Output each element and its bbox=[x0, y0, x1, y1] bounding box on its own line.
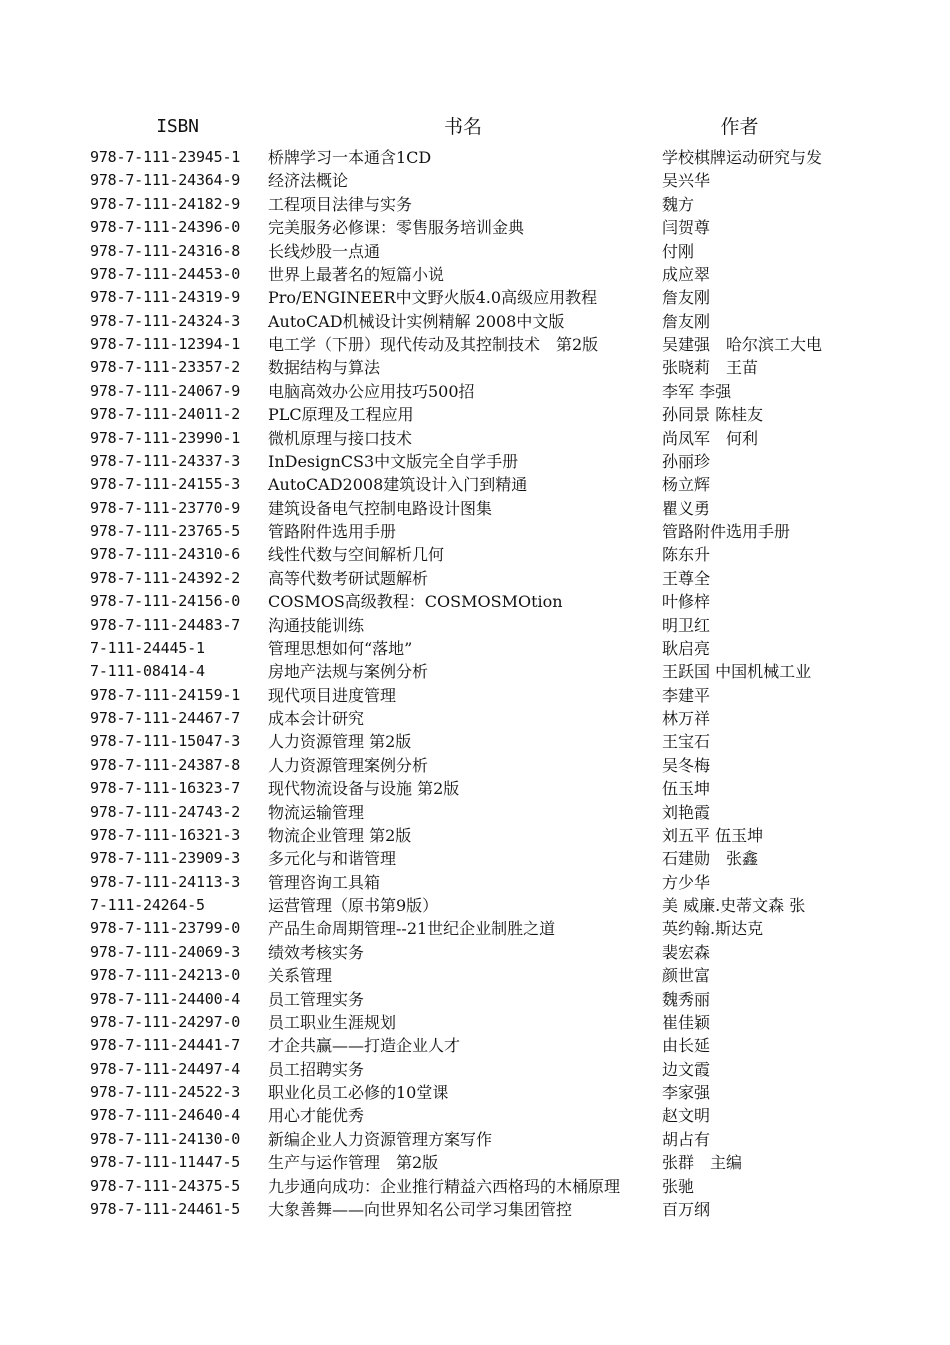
author-cell: 耿启亮 bbox=[662, 638, 711, 658]
table-row bbox=[0, 988, 950, 1011]
author-cell: 叶修梓 bbox=[662, 592, 711, 612]
title-cell: 完美服务必修课：零售服务培训金典 bbox=[268, 218, 525, 238]
table-row bbox=[0, 684, 950, 707]
title-cell: 员工招聘实务 bbox=[268, 1059, 365, 1079]
isbn-cell: 978-7-111-24396-0 bbox=[90, 218, 241, 237]
title-cell: 用心才能优秀 bbox=[268, 1106, 365, 1126]
isbn-cell: 978-7-111-24310-6 bbox=[90, 545, 241, 564]
title-cell: 关系管理 bbox=[268, 966, 333, 986]
isbn-cell: 978-7-111-24467-7 bbox=[90, 709, 241, 727]
table-row bbox=[0, 614, 950, 637]
isbn-cell: 978-7-111-24337-3 bbox=[90, 451, 241, 470]
table-row bbox=[0, 1175, 950, 1198]
isbn-cell: 978-7-111-24522-3 bbox=[90, 1083, 241, 1101]
table-row bbox=[0, 497, 950, 520]
author-cell: 李军 李强 bbox=[662, 381, 732, 401]
title-cell: 房地产法规与案例分析 bbox=[268, 662, 429, 682]
table-row bbox=[0, 1011, 950, 1034]
table-row bbox=[0, 730, 950, 753]
author-cell: 李建平 bbox=[662, 685, 711, 705]
isbn-cell: 7-111-24264-5 bbox=[90, 896, 205, 914]
author-cell: 吴兴华 bbox=[662, 171, 711, 191]
author-cell: 林万祥 bbox=[662, 709, 711, 728]
table-row bbox=[0, 356, 950, 379]
table-row bbox=[0, 263, 950, 286]
isbn-cell: 978-7-111-23770-9 bbox=[90, 498, 241, 517]
table-row bbox=[0, 777, 950, 800]
isbn-cell: 978-7-111-23765-5 bbox=[90, 522, 241, 540]
author-cell: 美 威廉.史蒂文森 张 bbox=[662, 896, 806, 915]
author-cell: 裴宏森 bbox=[662, 942, 711, 962]
table-row bbox=[0, 801, 950, 824]
title-cell: 成本会计研究 bbox=[268, 709, 365, 728]
isbn-cell: 978-7-111-23990-1 bbox=[90, 428, 241, 447]
table-row bbox=[0, 637, 950, 660]
table-row bbox=[0, 473, 950, 496]
isbn-cell: 978-7-111-24387-8 bbox=[90, 755, 241, 774]
table-row bbox=[0, 286, 950, 309]
table-row bbox=[0, 1151, 950, 1174]
table-row bbox=[0, 567, 950, 590]
table-row bbox=[0, 1104, 950, 1127]
table-row bbox=[0, 450, 950, 473]
author-cell: 刘五平 伍玉坤 bbox=[662, 825, 764, 845]
isbn-column-header: ISBN bbox=[156, 116, 199, 137]
author-cell: 陈东升 bbox=[662, 545, 711, 565]
title-cell: 世界上最著名的短篇小说 bbox=[268, 264, 445, 284]
title-cell: 人力资源管理 第2版 bbox=[268, 732, 412, 752]
title-cell: 生产与运作管理 第2版 bbox=[268, 1153, 439, 1173]
author-cell: 杨立辉 bbox=[662, 475, 711, 495]
isbn-cell: 978-7-111-24213-0 bbox=[90, 966, 241, 985]
isbn-cell: 978-7-111-16323-7 bbox=[90, 779, 241, 798]
title-cell: AutoCAD2008建筑设计入门到精通 bbox=[268, 475, 528, 495]
table-row bbox=[0, 1058, 950, 1081]
isbn-cell: 978-7-111-12394-1 bbox=[90, 335, 241, 353]
title-cell: 产品生命周期管理--21世纪企业制胜之道 bbox=[268, 919, 556, 939]
table-row bbox=[0, 590, 950, 613]
isbn-cell: 978-7-111-24324-3 bbox=[90, 311, 241, 330]
isbn-cell: 978-7-111-24743-2 bbox=[90, 802, 241, 821]
author-cell: 崔佳颖 bbox=[662, 1012, 711, 1032]
table-row bbox=[0, 917, 950, 940]
table-row bbox=[0, 427, 950, 450]
title-cell: 电工学（下册）现代传动及其控制技术 第2版 bbox=[268, 335, 599, 354]
isbn-cell: 978-7-111-23357-2 bbox=[90, 358, 241, 377]
author-cell: 付刚 bbox=[662, 241, 695, 261]
title-cell: 经济法概论 bbox=[268, 171, 349, 191]
author-cell: 李家强 bbox=[662, 1083, 711, 1102]
table-row bbox=[0, 1081, 950, 1104]
title-cell: 微机原理与接口技术 bbox=[268, 428, 413, 448]
title-cell: 管路附件选用手册 bbox=[268, 522, 397, 541]
author-cell: 边文霞 bbox=[662, 1059, 711, 1079]
table-row bbox=[0, 660, 950, 683]
isbn-cell: 978-7-111-23909-3 bbox=[90, 849, 241, 868]
table-row bbox=[0, 543, 950, 566]
title-column-header: 书名 bbox=[443, 116, 482, 138]
title-cell: 现代物流设备与设施 第2版 bbox=[268, 779, 460, 799]
author-cell: 成应翠 bbox=[662, 264, 711, 284]
author-cell: 王跃国 中国机械工业 bbox=[662, 662, 812, 682]
author-column-header: 作者 bbox=[720, 116, 759, 138]
title-cell: 管理咨询工具箱 bbox=[268, 872, 381, 892]
title-cell: 管理思想如何“落地” bbox=[268, 638, 413, 658]
isbn-cell: 978-7-111-24297-0 bbox=[90, 1012, 241, 1031]
isbn-cell: 978-7-111-24182-9 bbox=[90, 194, 241, 213]
isbn-cell: 978-7-111-24441-7 bbox=[90, 1036, 241, 1055]
author-cell: 张群 主编 bbox=[662, 1153, 743, 1173]
title-cell: 工程项目法律与实务 bbox=[268, 194, 413, 214]
isbn-cell: 978-7-111-24364-9 bbox=[90, 171, 241, 190]
isbn-cell: 978-7-111-24483-7 bbox=[90, 615, 241, 634]
author-cell: 闫贺尊 bbox=[662, 218, 711, 238]
isbn-cell: 978-7-111-24011-2 bbox=[90, 405, 241, 424]
author-cell: 学校棋牌运动研究与发 bbox=[662, 148, 823, 167]
author-cell: 张驰 bbox=[662, 1176, 695, 1196]
title-cell: 线性代数与空间解析几何 bbox=[268, 545, 445, 565]
isbn-cell: 978-7-111-24155-3 bbox=[90, 475, 241, 494]
title-cell: 九步通向成功：企业推行精益六西格玛的木桶原理 bbox=[268, 1176, 621, 1196]
isbn-cell: 978-7-111-24067-9 bbox=[90, 381, 241, 400]
table-row bbox=[0, 1128, 950, 1151]
title-cell: PLC原理及工程应用 bbox=[268, 405, 414, 425]
isbn-cell: 978-7-111-24319-9 bbox=[90, 288, 241, 307]
title-cell: 大象善舞——向世界知名公司学习集团管控 bbox=[268, 1199, 573, 1219]
author-cell: 詹友刚 bbox=[662, 311, 711, 331]
title-cell: COSMOS高级教程：COSMOSMOtion bbox=[268, 592, 563, 612]
table-row bbox=[0, 193, 950, 216]
title-cell: Pro/ENGINEER中文野火版4.0高级应用教程 bbox=[268, 288, 598, 308]
author-cell: 孙丽珍 bbox=[662, 451, 711, 471]
title-cell: 新编企业人力资源管理方案写作 bbox=[268, 1129, 493, 1149]
title-cell: 电脑高效办公应用技巧500招 bbox=[268, 381, 475, 401]
author-cell: 刘艳霞 bbox=[662, 802, 711, 822]
table-row bbox=[0, 520, 950, 543]
author-cell: 魏方 bbox=[662, 194, 695, 214]
title-cell: 现代项目进度管理 bbox=[268, 685, 397, 705]
isbn-cell: 978-7-111-23945-1 bbox=[90, 148, 241, 166]
title-cell: 物流企业管理 第2版 bbox=[268, 825, 412, 845]
author-cell: 吴建强 哈尔滨工大电 bbox=[662, 335, 823, 354]
isbn-cell: 978-7-111-23799-0 bbox=[90, 919, 241, 938]
title-cell: 员工管理实务 bbox=[268, 989, 365, 1009]
isbn-cell: 978-7-111-24497-4 bbox=[90, 1059, 241, 1078]
title-cell: 职业化员工必修的10堂课 bbox=[268, 1083, 449, 1102]
author-cell: 魏秀丽 bbox=[662, 989, 711, 1009]
title-cell: 物流运输管理 bbox=[268, 802, 365, 822]
author-cell: 张晓莉 王苗 bbox=[662, 358, 759, 378]
table-row bbox=[0, 216, 950, 239]
title-cell: 员工职业生涯规划 bbox=[268, 1012, 397, 1032]
author-cell: 吴冬梅 bbox=[662, 755, 711, 775]
isbn-cell: 978-7-111-24461-5 bbox=[90, 1199, 241, 1218]
isbn-cell: 978-7-111-16321-3 bbox=[90, 825, 241, 844]
table-row bbox=[0, 240, 950, 263]
book-list bbox=[0, 146, 950, 1221]
isbn-cell: 978-7-111-24453-0 bbox=[90, 264, 241, 283]
isbn-cell: 978-7-111-24392-2 bbox=[90, 568, 241, 587]
author-cell: 方少华 bbox=[662, 872, 711, 892]
title-cell: 建筑设备电气控制电路设计图集 bbox=[268, 498, 493, 518]
table-row bbox=[0, 169, 950, 192]
isbn-cell: 978-7-111-24069-3 bbox=[90, 942, 241, 961]
table-row bbox=[0, 1198, 950, 1221]
table-row bbox=[0, 1034, 950, 1057]
table-row bbox=[0, 707, 950, 730]
isbn-cell: 978-7-111-11447-5 bbox=[90, 1153, 241, 1172]
isbn-cell: 978-7-111-15047-3 bbox=[90, 732, 241, 751]
title-cell: 长线炒股一点通 bbox=[268, 241, 381, 261]
table-row bbox=[0, 380, 950, 403]
author-cell: 王宝石 bbox=[662, 732, 711, 752]
title-cell: 高等代数考研试题解析 bbox=[268, 568, 429, 588]
author-cell: 英约翰.斯达克 bbox=[662, 919, 764, 939]
author-cell: 颜世富 bbox=[662, 966, 711, 986]
author-cell: 孙同景 陈桂友 bbox=[662, 405, 764, 425]
table-row bbox=[0, 964, 950, 987]
isbn-cell: 978-7-111-24130-0 bbox=[90, 1129, 241, 1148]
isbn-cell: 7-111-08414-4 bbox=[90, 662, 205, 681]
author-cell: 王尊全 bbox=[662, 568, 711, 588]
title-cell: 多元化与和谐管理 bbox=[268, 849, 397, 869]
isbn-cell: 7-111-24445-1 bbox=[90, 638, 205, 657]
author-cell: 尚凤军 何利 bbox=[662, 428, 759, 448]
title-cell: 绩效考核实务 bbox=[268, 942, 365, 962]
title-cell: 桥牌学习一本通含1CD bbox=[268, 148, 432, 167]
author-cell: 赵文明 bbox=[662, 1106, 711, 1126]
table-row bbox=[0, 333, 950, 356]
table-row bbox=[0, 871, 950, 894]
table-row bbox=[0, 941, 950, 964]
author-cell: 百万纲 bbox=[662, 1199, 711, 1219]
table-row bbox=[0, 403, 950, 426]
table-row bbox=[0, 310, 950, 333]
title-cell: 才企共赢——打造企业人才 bbox=[268, 1036, 461, 1056]
isbn-cell: 978-7-111-24375-5 bbox=[90, 1176, 241, 1195]
isbn-cell: 978-7-111-24113-3 bbox=[90, 872, 241, 891]
title-cell: 数据结构与算法 bbox=[268, 358, 381, 378]
author-cell: 管路附件选用手册 bbox=[662, 522, 791, 541]
title-cell: 沟通技能训练 bbox=[268, 615, 365, 635]
author-cell: 由长延 bbox=[662, 1036, 711, 1056]
isbn-cell: 978-7-111-24316-8 bbox=[90, 241, 241, 260]
table-row bbox=[0, 754, 950, 777]
table-row bbox=[0, 894, 950, 917]
title-cell: 人力资源管理案例分析 bbox=[268, 755, 429, 775]
table-row bbox=[0, 847, 950, 870]
isbn-cell: 978-7-111-24400-4 bbox=[90, 989, 241, 1008]
isbn-cell: 978-7-111-24159-1 bbox=[90, 685, 241, 704]
author-cell: 石建勋 张鑫 bbox=[662, 849, 759, 869]
title-cell: InDesignCS3中文版完全自学手册 bbox=[268, 451, 519, 471]
author-cell: 詹友刚 bbox=[662, 288, 711, 308]
author-cell: 明卫红 bbox=[662, 615, 711, 635]
title-cell: AutoCAD机械设计实例精解 2008中文版 bbox=[268, 311, 565, 331]
table-row bbox=[0, 824, 950, 847]
author-cell: 胡占有 bbox=[662, 1129, 711, 1149]
table-row bbox=[0, 146, 950, 169]
author-cell: 瞿义勇 bbox=[662, 498, 711, 518]
isbn-cell: 978-7-111-24640-4 bbox=[90, 1106, 241, 1125]
isbn-cell: 978-7-111-24156-0 bbox=[90, 592, 241, 611]
author-cell: 伍玉坤 bbox=[662, 779, 711, 799]
title-cell: 运营管理（原书第9版） bbox=[268, 896, 439, 915]
